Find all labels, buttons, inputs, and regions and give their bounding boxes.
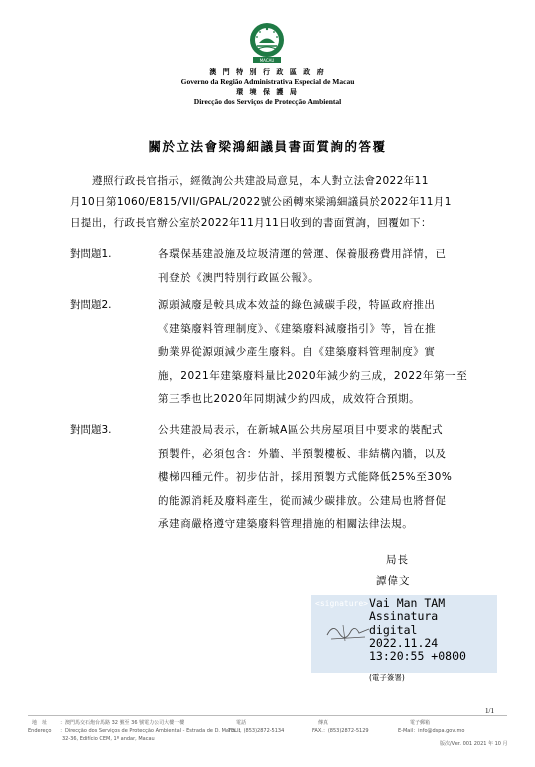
- sig-line: 2022.11.24: [369, 635, 439, 650]
- answer-label: 對問題3.: [70, 424, 112, 436]
- footer-version: 版次/Ver. 001 2021 年 10 月: [440, 741, 508, 747]
- intro-line: 日提出，行政長官辦公室於2022年11月11日收到的書面質詢，回覆如下：: [70, 217, 432, 229]
- signer-name: 譚偉文: [376, 575, 411, 587]
- footer-tel: TEL.：(853)2872-5134: [228, 728, 285, 734]
- sig-line: Assinatura: [369, 609, 439, 624]
- footer-address-label: 地 址: [32, 720, 48, 726]
- answer-line: 樓梯四種元件。初步估計，採用預製方式能降低25%至30%: [158, 471, 453, 483]
- answer-label: 對問題1.: [70, 248, 112, 260]
- answer-line: 各環保基建設施及垃圾清運的營運、保養服務費用詳情，已: [158, 248, 447, 260]
- handwritten-signature-icon: [325, 615, 375, 645]
- answer-label: 對問題2.: [70, 299, 112, 311]
- footer-address-zh: ：澳門馬交石炮台馬路 32 號至 36 號電力公司大樓一樓: [60, 720, 185, 726]
- answer-line: 承建商嚴格遵守建築廢料管理措施的相關法律法規。: [158, 518, 414, 530]
- dept-name-zh: 環 境 保 護 局: [236, 88, 299, 96]
- sig-line: Vai Man TAM: [369, 596, 446, 610]
- intro-line: 月10日第1060/E815/VII/GPAL/2022號公函轉來梁鴻細議員於2022年11月1: [70, 196, 452, 208]
- answer-line: 刊登於《澳門特別行政區公報》。: [158, 271, 320, 284]
- gov-name-pt: Governo da Região Administrativa Especial de Macau: [180, 77, 355, 86]
- emblem-label: MACAU: [259, 58, 275, 63]
- intro-paragraph: [70, 171, 490, 234]
- answer-line: 公共建設局表示，在新城A區公共房屋項目中要求的裝配式: [158, 424, 444, 436]
- answer-body: [158, 243, 494, 290]
- footer-fax-label: 傳真: [318, 720, 329, 726]
- answer-line: 預製件，必須包含：外牆、半預製樓板、非結構內牆，以及: [158, 447, 447, 460]
- answer-line: 施，2021年建築廢料量比2020年減少約三成，2022年第一至: [158, 369, 468, 382]
- answer-line: 第三季也比2020年同期減少約四成，成效符合預期。: [158, 393, 421, 405]
- footer-divider: [28, 715, 507, 716]
- esignature-label: (電子簽署): [369, 673, 405, 682]
- answer-line: 源頭減廢是較具成本效益的綠色減碳手段，特區政府推出: [158, 299, 436, 311]
- dept-name-pt: Direcção dos Serviços de Protecção Ambiental: [193, 97, 342, 106]
- signature-placeholder: <signature>: [315, 599, 368, 608]
- gov-name-zh: 澳 門 特 別 行 政 區 政 府: [209, 68, 326, 76]
- footer-endereco-label: Endereço: [28, 728, 52, 734]
- sig-line: digital: [369, 622, 418, 637]
- document-title: 關於立法會梁鴻細議員書面質詢的答覆: [148, 139, 387, 154]
- answer-line: 的能源消耗及廢料產生，從而減少碳排放。公建局也將督促: [158, 494, 447, 507]
- answer-line: 《建築廢料管理制度》、《建築廢料減廢指引》等，旨在推: [158, 322, 437, 335]
- intro-line: 遵照行政長官指示，經徵詢公共建設局意見，本人對立法會2022年11: [92, 175, 429, 187]
- macau-emblem-icon: [243, 20, 291, 64]
- digital-signature-block[interactable]: [311, 595, 497, 673]
- footer-tel-label: 電話: [236, 720, 247, 726]
- footer-fax: FAX.：(853)2872-5129: [312, 728, 369, 734]
- answer-line: 動業界從源頭減少產生廢料。自《建築廢料管理制度》實: [158, 346, 436, 358]
- page-number: 1/1: [485, 707, 494, 715]
- footer-endereco-pt-2: 32-36, Edifício CEM, 1º andar, Macau: [62, 736, 155, 742]
- signer-role: 局長: [386, 554, 409, 566]
- answer-body: [158, 419, 494, 537]
- footer-email-label: 電子郵箱: [410, 720, 431, 726]
- digital-signature-text: [369, 597, 466, 663]
- answer-body: [158, 294, 494, 412]
- sig-line: 13:20:55 +0800: [369, 649, 466, 664]
- footer-email: E-Mail：info@dspa.gov.mo: [398, 728, 465, 734]
- footer-endereco-pt: ：Direcção dos Serviços de Protecção Ambiental - Estrada de D. Maria II,: [60, 728, 242, 734]
